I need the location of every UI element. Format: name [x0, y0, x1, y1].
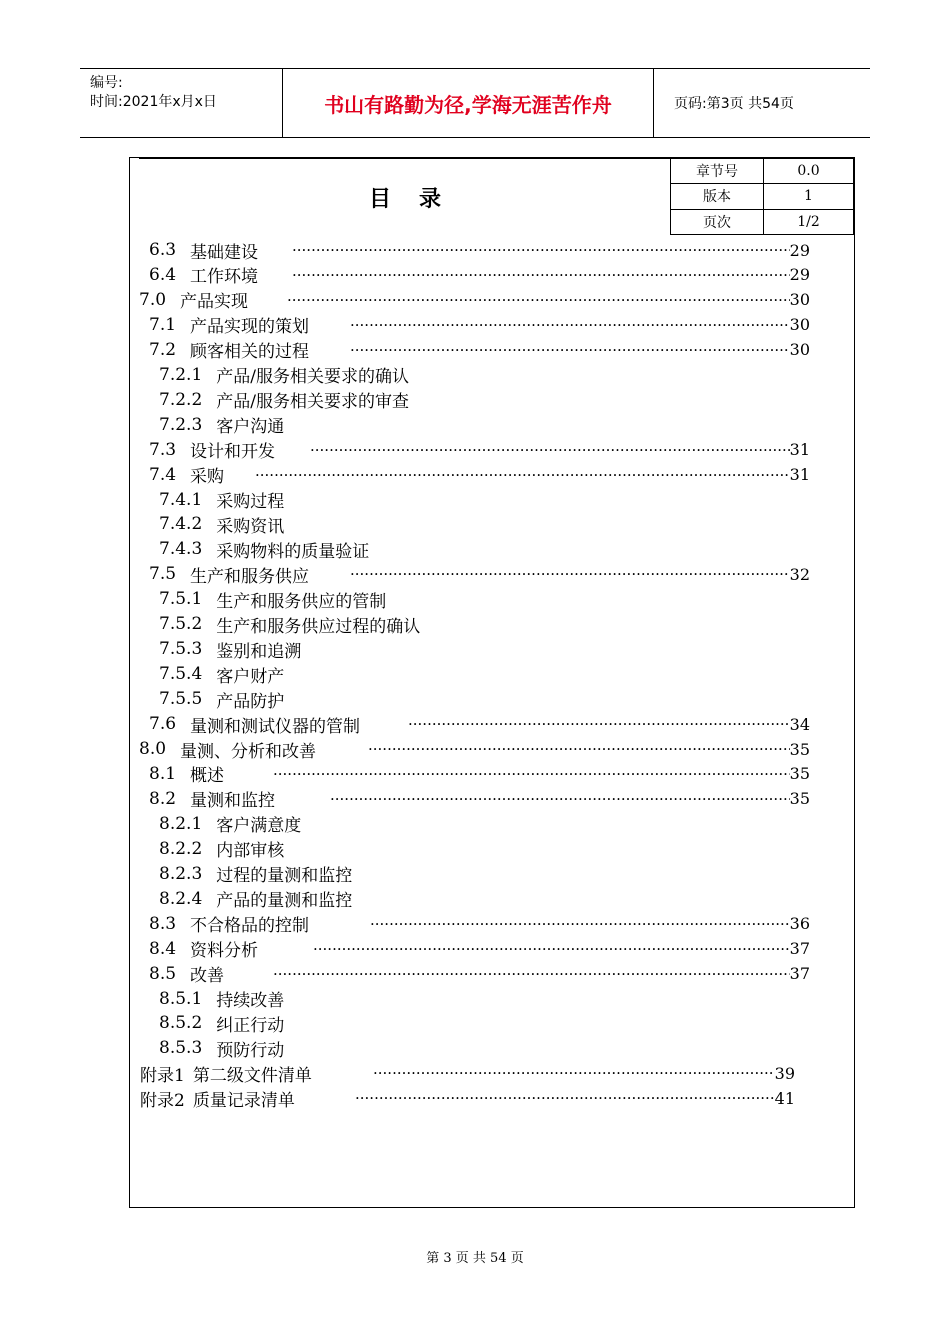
toc-entry[interactable]: [149, 238, 258, 262]
toc-entry-title: 第二级文件清单: [192, 1065, 312, 1086]
toc-entry[interactable]: [139, 737, 316, 761]
toc-entry-number: 8.2: [149, 788, 177, 809]
toc-entry[interactable]: [139, 288, 248, 312]
toc-entry[interactable]: [159, 488, 284, 512]
toc-entry[interactable]: [149, 762, 224, 786]
leader-dots: [373, 1064, 775, 1082]
code-label: 编号:: [90, 75, 123, 91]
time-label: 时间:2021年x月x日: [90, 94, 217, 110]
toc-entry-page: 34: [789, 714, 810, 734]
page-title: 目录: [368, 187, 469, 212]
toc-entry-title: 采购物料的质量验证: [216, 541, 370, 562]
meta-key: 版本: [671, 184, 764, 209]
toc-entry-title: 不合格品的控制: [190, 916, 310, 937]
toc-entry-title: 资料分析: [190, 941, 259, 962]
page-header: [80, 68, 870, 138]
toc-entry-page: 32: [789, 564, 810, 584]
toc-entry-number: 6.4: [149, 264, 177, 285]
toc-entry-number: 7.4.1: [159, 489, 203, 510]
toc-entry-page: 29: [789, 240, 810, 260]
toc-entry-number: 8.2.1: [159, 813, 203, 834]
leader-dots: [350, 316, 790, 334]
toc-leader: [350, 562, 810, 586]
toc-entry[interactable]: [149, 562, 309, 586]
toc-entry-number: 7.2.3: [159, 414, 203, 435]
toc-leader: [273, 962, 810, 986]
toc-entry-page: 39: [774, 1063, 795, 1083]
leader-dots: [292, 241, 790, 259]
toc-entry-page: 29: [789, 265, 810, 285]
toc-entry-title: 生产和服务供应: [190, 566, 310, 587]
toc-entry-number: 7.2: [149, 339, 177, 360]
leader-dots: [255, 466, 790, 484]
toc-entry-title: 鉴别和追溯: [216, 641, 302, 662]
toc-entry-number: 8.2.4: [159, 888, 203, 909]
toc-entry-number: 8.0: [139, 739, 167, 759]
leader-dots: [287, 291, 790, 309]
toc-entry-title: 量测和监控: [190, 791, 276, 812]
toc-entry-title: 产品实现的策划: [190, 317, 310, 338]
toc-leader: [310, 438, 810, 462]
toc-entry-title: 客户满意度: [216, 816, 302, 837]
toc-entry-number: 7.5.1: [159, 589, 203, 610]
toc-entry-number: 7.6: [149, 714, 177, 735]
toc-entry-number: 7.5.5: [159, 689, 203, 710]
toc-entry-number: 7.3: [149, 439, 177, 460]
toc-entry-number: 7.1: [149, 314, 177, 335]
toc-leader: [370, 912, 810, 936]
toc-entry[interactable]: [159, 612, 420, 636]
toc-entry-title: 客户财产: [216, 666, 285, 687]
leader-dots: [350, 341, 790, 359]
toc-entry[interactable]: [159, 637, 301, 661]
toc-entry[interactable]: [140, 1061, 312, 1085]
toc-leader: [255, 463, 810, 487]
toc-entry-title: 产品/服务相关要求的审查: [216, 392, 409, 413]
toc-entry-title: 客户沟通: [216, 417, 285, 438]
meta-value: 1/2: [764, 209, 854, 234]
toc-leader: [355, 1086, 795, 1110]
toc-entry-number: 7.5: [149, 564, 177, 585]
meta-value: 0.0: [764, 159, 854, 184]
toc-entry[interactable]: [149, 263, 258, 287]
leader-dots: [273, 965, 790, 983]
toc-entry-title: 产品的量测和监控: [216, 891, 353, 912]
toc-leader: [408, 712, 810, 736]
toc-leader: [273, 762, 810, 786]
toc-entry-page: 31: [789, 440, 810, 460]
toc-entry-title: 产品实现: [180, 292, 249, 313]
toc-entry-title: 采购过程: [216, 492, 285, 512]
toc-entry[interactable]: [140, 1086, 295, 1110]
toc-entry-number: 7.4.2: [159, 514, 203, 535]
toc-entry-number: 8.5.3: [159, 1038, 203, 1059]
toc-entry-title: 概述: [190, 766, 225, 787]
toc-leader: [368, 737, 810, 761]
leader-dots: [273, 765, 790, 783]
toc-entry-title: 量测和测试仪器的管制: [190, 716, 361, 737]
toc-entry[interactable]: [159, 512, 284, 536]
toc-entry-title: 工作环境: [190, 267, 259, 288]
toc-entry-page: 37: [789, 964, 810, 984]
toc-entry[interactable]: [159, 662, 284, 686]
leader-dots: [368, 740, 790, 758]
toc-frame: [129, 157, 855, 1208]
toc-entry-number: 7.4: [149, 464, 177, 485]
toc-entry-number: 8.5.1: [159, 988, 203, 1009]
toc-entry-number: 7.0: [139, 289, 167, 310]
toc-entry-title: 纠正行动: [216, 1015, 285, 1036]
toc-entry[interactable]: [149, 463, 224, 487]
toc-entry-page: 30: [789, 315, 810, 335]
toc-entry-page: 37: [789, 939, 810, 959]
leader-dots: [355, 1089, 775, 1107]
toc-entry[interactable]: [149, 313, 309, 337]
toc-leader: [373, 1061, 795, 1085]
toc-entry[interactable]: [159, 837, 284, 861]
toc-entry-page: 35: [789, 764, 810, 784]
title-cell: [139, 158, 671, 236]
toc-entry-number: 7.5.3: [159, 639, 203, 660]
toc-entry[interactable]: [149, 712, 360, 736]
toc-entry-title: 生产和服务供应的管制: [216, 591, 387, 612]
toc-entry-title: 采购资讯: [216, 516, 285, 537]
toc-entry[interactable]: [159, 363, 409, 387]
toc-entry[interactable]: [149, 338, 309, 362]
toc-entry-page: 41: [774, 1088, 795, 1108]
toc-entry-number: 7.5.4: [159, 664, 203, 685]
toc-entry[interactable]: [159, 388, 409, 412]
leader-dots: [313, 940, 790, 958]
leader-dots: [370, 915, 790, 933]
toc-entry[interactable]: [159, 587, 386, 611]
toc-leader: [313, 937, 810, 961]
toc-entry[interactable]: [159, 987, 284, 1011]
toc-entry-title: 基础建设: [190, 242, 259, 263]
header-info-cell: [80, 69, 283, 137]
meta-value: 1: [764, 184, 854, 209]
toc-entry-title: 设计和开发: [190, 442, 276, 463]
motto-text: 书山有路勤为径,学海无涯苦作舟: [283, 69, 654, 137]
toc-entry-page: 31: [789, 465, 810, 485]
toc-entry-title: 持续改善: [216, 991, 285, 1011]
toc-entry[interactable]: [149, 912, 309, 936]
leader-dots: [350, 565, 790, 583]
page-info-text: 页码:第3页 共54页: [674, 96, 794, 112]
toc-entry-title: 过程的量测和监控: [216, 866, 353, 887]
toc-entry-title: 预防行动: [216, 1040, 285, 1061]
toc-leader: [330, 787, 810, 811]
toc-entry-title: 质量记录清单: [192, 1090, 295, 1111]
toc-entry-number: 8.2.3: [159, 863, 203, 884]
meta-table: [670, 158, 854, 235]
toc-entry-page: 36: [789, 914, 810, 934]
toc-entry-title: 生产和服务供应过程的确认: [216, 616, 421, 637]
toc-entry[interactable]: [159, 413, 284, 437]
toc-entry[interactable]: [159, 1011, 284, 1035]
toc-entry-number: 8.4: [149, 938, 177, 959]
toc-entry[interactable]: [159, 812, 301, 836]
toc-entry-number: 附录2: [140, 1090, 185, 1111]
toc-entry-number: 7.4.3: [159, 539, 203, 560]
toc-leader: [350, 338, 810, 362]
toc-entry-title: 产品防护: [216, 691, 285, 712]
toc-leader: [292, 238, 810, 262]
toc-entry-number: 8.1: [149, 763, 177, 784]
toc-entry-title: 采购: [190, 467, 225, 488]
toc-entry-number: 8.3: [149, 913, 177, 934]
toc-entry-title: 量测、分析和改善: [180, 741, 317, 762]
leader-dots: [330, 790, 790, 808]
toc-entry-number: 7.2.1: [159, 364, 203, 385]
toc-entry[interactable]: [159, 887, 352, 911]
toc-entry-page: 35: [789, 789, 810, 809]
toc-entry-title: 顾客相关的过程: [190, 342, 310, 363]
leader-dots: [310, 441, 790, 459]
toc-entry[interactable]: [159, 537, 369, 561]
toc-entry-title: 改善: [190, 966, 225, 987]
page-footer: 第 3 页 共 54 页: [426, 1251, 524, 1266]
toc-entry-number: 8.5: [149, 963, 177, 984]
toc-entry-page: 35: [789, 739, 810, 759]
toc-entry-number: 8.5.2: [159, 1013, 203, 1034]
toc-entry-page: 30: [789, 290, 810, 310]
toc-entry-number: 7.5.2: [159, 614, 203, 635]
toc-entry-number: 7.2.2: [159, 389, 203, 410]
meta-key: 页次: [671, 209, 764, 234]
toc-leader: [292, 263, 810, 287]
toc-leader: [350, 313, 810, 337]
toc-entry-number: 6.3: [149, 240, 177, 260]
toc-entry[interactable]: [149, 962, 224, 986]
toc-entry[interactable]: [149, 937, 258, 961]
toc-entry-number: 附录1: [140, 1065, 185, 1086]
toc-entry-title: 产品/服务相关要求的确认: [216, 367, 409, 388]
toc-entry-page: 30: [789, 340, 810, 360]
toc-entry[interactable]: [159, 1036, 284, 1060]
page-info: [664, 69, 870, 137]
leader-dots: [408, 715, 790, 733]
leader-dots: [292, 266, 790, 284]
toc-entry-number: 8.2.2: [159, 838, 203, 859]
toc-entry[interactable]: [159, 687, 284, 711]
meta-key: 章节号: [671, 159, 764, 184]
toc-entry[interactable]: [149, 438, 275, 462]
toc-entry[interactable]: [159, 862, 352, 886]
toc-entry[interactable]: [149, 787, 275, 811]
toc-entry-title: 内部审核: [216, 841, 285, 862]
toc-leader: [287, 288, 810, 312]
